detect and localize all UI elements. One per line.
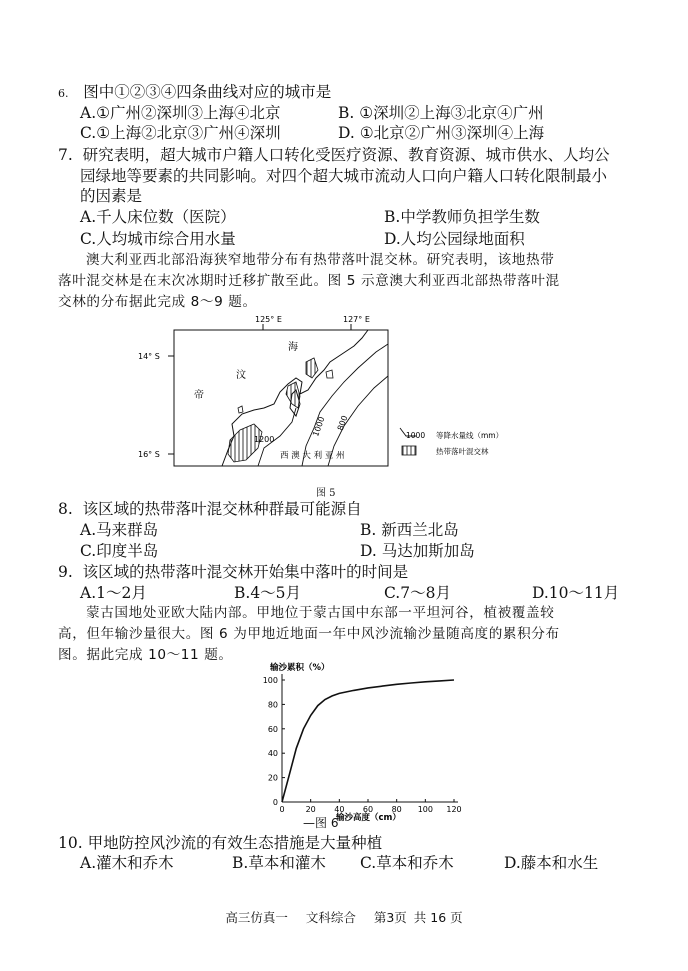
y-tick-label: 60: [267, 724, 278, 734]
q9-option-c[interactable]: C.7～8月: [384, 584, 451, 602]
isohyet-label-1200: 1200: [254, 435, 275, 444]
y-tick-label: 100: [262, 676, 278, 685]
map-frame: [174, 330, 388, 466]
q8-stem: 该区域的热带落叶混交林种群最可能源自: [82, 500, 362, 518]
q8-option-c[interactable]: C.印度半岛: [80, 542, 159, 560]
q8-option-a[interactable]: A.马来群岛: [80, 521, 159, 539]
x-axis-title: 输沙高度（cm）: [336, 813, 401, 823]
q9-option-b[interactable]: B.4～5月: [234, 584, 302, 602]
q7-stem-line3: 的因素是: [80, 187, 143, 205]
sea-char-1: 帝: [194, 390, 204, 401]
x-tick-label: 40: [334, 805, 345, 814]
figure-6-caption-text: 图 6: [315, 816, 339, 830]
y-tick-label: 20: [267, 773, 278, 783]
q8-option-d[interactable]: D. 马达加斯加岛: [360, 542, 475, 560]
passage-1-line2: 落叶混交林是在末次冰期时迁移扩散至此。图 5 示意澳大利亚西北部热带落叶混: [58, 273, 560, 289]
forest-patch: [286, 382, 300, 408]
y-tick-label: 0: [272, 798, 278, 807]
x-tick-label: 100: [417, 805, 433, 814]
q7-option-d[interactable]: D.人均公园绿地面积: [384, 230, 525, 248]
passage-1: [58, 250, 644, 313]
q8-number: 8.: [58, 500, 73, 518]
passage-2-line1: 蒙古国地处亚欧大陆内部。甲地位于蒙古国中东部一平坦河谷，植被覆盖较: [86, 605, 555, 621]
q9-stem: 该区域的热带落叶混交林开始集中落叶的时间是: [82, 563, 409, 581]
q9-stem-line: [58, 562, 408, 582]
q6-stem-line: [58, 82, 331, 104]
q10-option-b[interactable]: B.草本和灌木: [232, 854, 326, 872]
chart-axes: [282, 674, 458, 802]
q9-number: 9.: [58, 563, 73, 581]
footer-subject: 文科综合: [305, 910, 356, 925]
y-tick-label: 80: [267, 700, 278, 710]
q7-stem-line2: 园绿地等要素的共同影响。对四个超大城市流动人口向户籍人口转化限制最小: [80, 167, 608, 185]
passage-2-line2: 高，但年输沙量很大。图 6 为甲地近地面一年中风沙流输沙量随高度的累积分布: [58, 626, 560, 642]
q10-option-d[interactable]: D.藤本和水生: [504, 854, 599, 872]
q7-number: 7.: [58, 146, 73, 164]
q9-option-a[interactable]: A.1～2月: [80, 584, 147, 602]
lat-label-16: 16° S: [138, 450, 160, 459]
chart-ticks: [263, 676, 462, 814]
isohyet-label-1000: 1000: [311, 415, 327, 438]
q7-option-b[interactable]: B.中学教师负担学生数: [384, 208, 540, 226]
y-axis-title: 输沙累积（%）: [270, 663, 330, 673]
island: [238, 406, 243, 413]
q10-number: 10.: [58, 834, 83, 852]
passage-1-line3: 交林的分布据此完成 8～9 题。: [58, 294, 257, 310]
q7-option-a[interactable]: A.千人床位数（医院）: [80, 208, 236, 226]
lat-label-14: 14° S: [138, 352, 160, 361]
footer-page: 第3页: [373, 910, 407, 925]
q6-option-a[interactable]: A.①广州②深圳③上海④北京: [80, 104, 281, 122]
q6-number: 6.: [58, 87, 69, 100]
passage-2: [58, 603, 644, 666]
legend-forest-swatch: [402, 446, 416, 455]
lon-label-127: 127° E: [343, 315, 370, 324]
sea-char-3: 海: [288, 342, 298, 353]
figure-6-chart: [252, 660, 482, 832]
q10-stem-line: [58, 833, 382, 853]
x-tick-label: 20: [305, 805, 316, 814]
figure-5-map: [130, 312, 560, 484]
legend-isohyet-label: 等降水量线（mm）: [436, 431, 504, 440]
footer-total: 共 16 页: [413, 910, 463, 925]
x-tick-label: 0: [279, 805, 285, 814]
sea-char-2: 汶: [236, 370, 246, 381]
footer-exam: 高三仿真一: [225, 910, 288, 925]
q6-option-d[interactable]: D. ①北京②广州③深圳④上海: [338, 124, 545, 142]
region-label: 西 澳 大 利 亚 州: [280, 451, 345, 461]
q6-option-b[interactable]: B. ①深圳②上海③北京④广州: [338, 104, 544, 122]
q7-stem-1: 研究表明，超大城市户籍人口转化受医疗资源、教育资源、城市供水、人均公: [82, 146, 610, 164]
q8-stem-line: [58, 499, 362, 519]
x-tick-label: 60: [362, 805, 374, 814]
series-line-sand-cumulative: [282, 680, 454, 802]
legend-isohyet-value: 1000: [406, 431, 426, 440]
q6-option-c[interactable]: C.①上海②北京③广州④深圳: [80, 124, 281, 142]
page-footer: [0, 908, 688, 926]
q10-option-c[interactable]: C.草本和乔木: [360, 854, 454, 872]
q10-stem: 甲地防控风沙流的有效生态措施是大量种植: [87, 834, 383, 852]
q7-stem-line1: [58, 145, 610, 165]
forest-patch: [306, 358, 318, 378]
x-tick-label: 80: [391, 805, 402, 814]
q10-option-a[interactable]: A.灌木和乔木: [80, 854, 174, 872]
lon-label-125: 125° E: [255, 315, 282, 324]
passage-1-line1: 澳大利亚西北部沿海狭窄地带分布有热带落叶混交林。研究表明，该地热带: [86, 252, 555, 268]
figure-5-caption: 图 5: [316, 488, 336, 499]
q8-option-b[interactable]: B. 新西兰北岛: [360, 521, 459, 539]
q7-option-c[interactable]: C.人均城市综合用水量: [80, 230, 236, 248]
q6-stem: 图中①②③④四条曲线对应的城市是: [83, 83, 332, 101]
isohyet-label-800: 800: [335, 414, 350, 432]
y-tick-label: 40: [267, 749, 278, 759]
q9-option-d[interactable]: D.10～11月: [532, 584, 620, 602]
island: [326, 370, 333, 378]
passage-2-line3: 图。据此完成 10～11 题。: [58, 647, 233, 663]
legend-forest-label: 热带落叶混交林: [436, 447, 489, 456]
x-tick-label: 120: [446, 805, 462, 814]
figure-6-caption: —图 6: [303, 816, 339, 830]
